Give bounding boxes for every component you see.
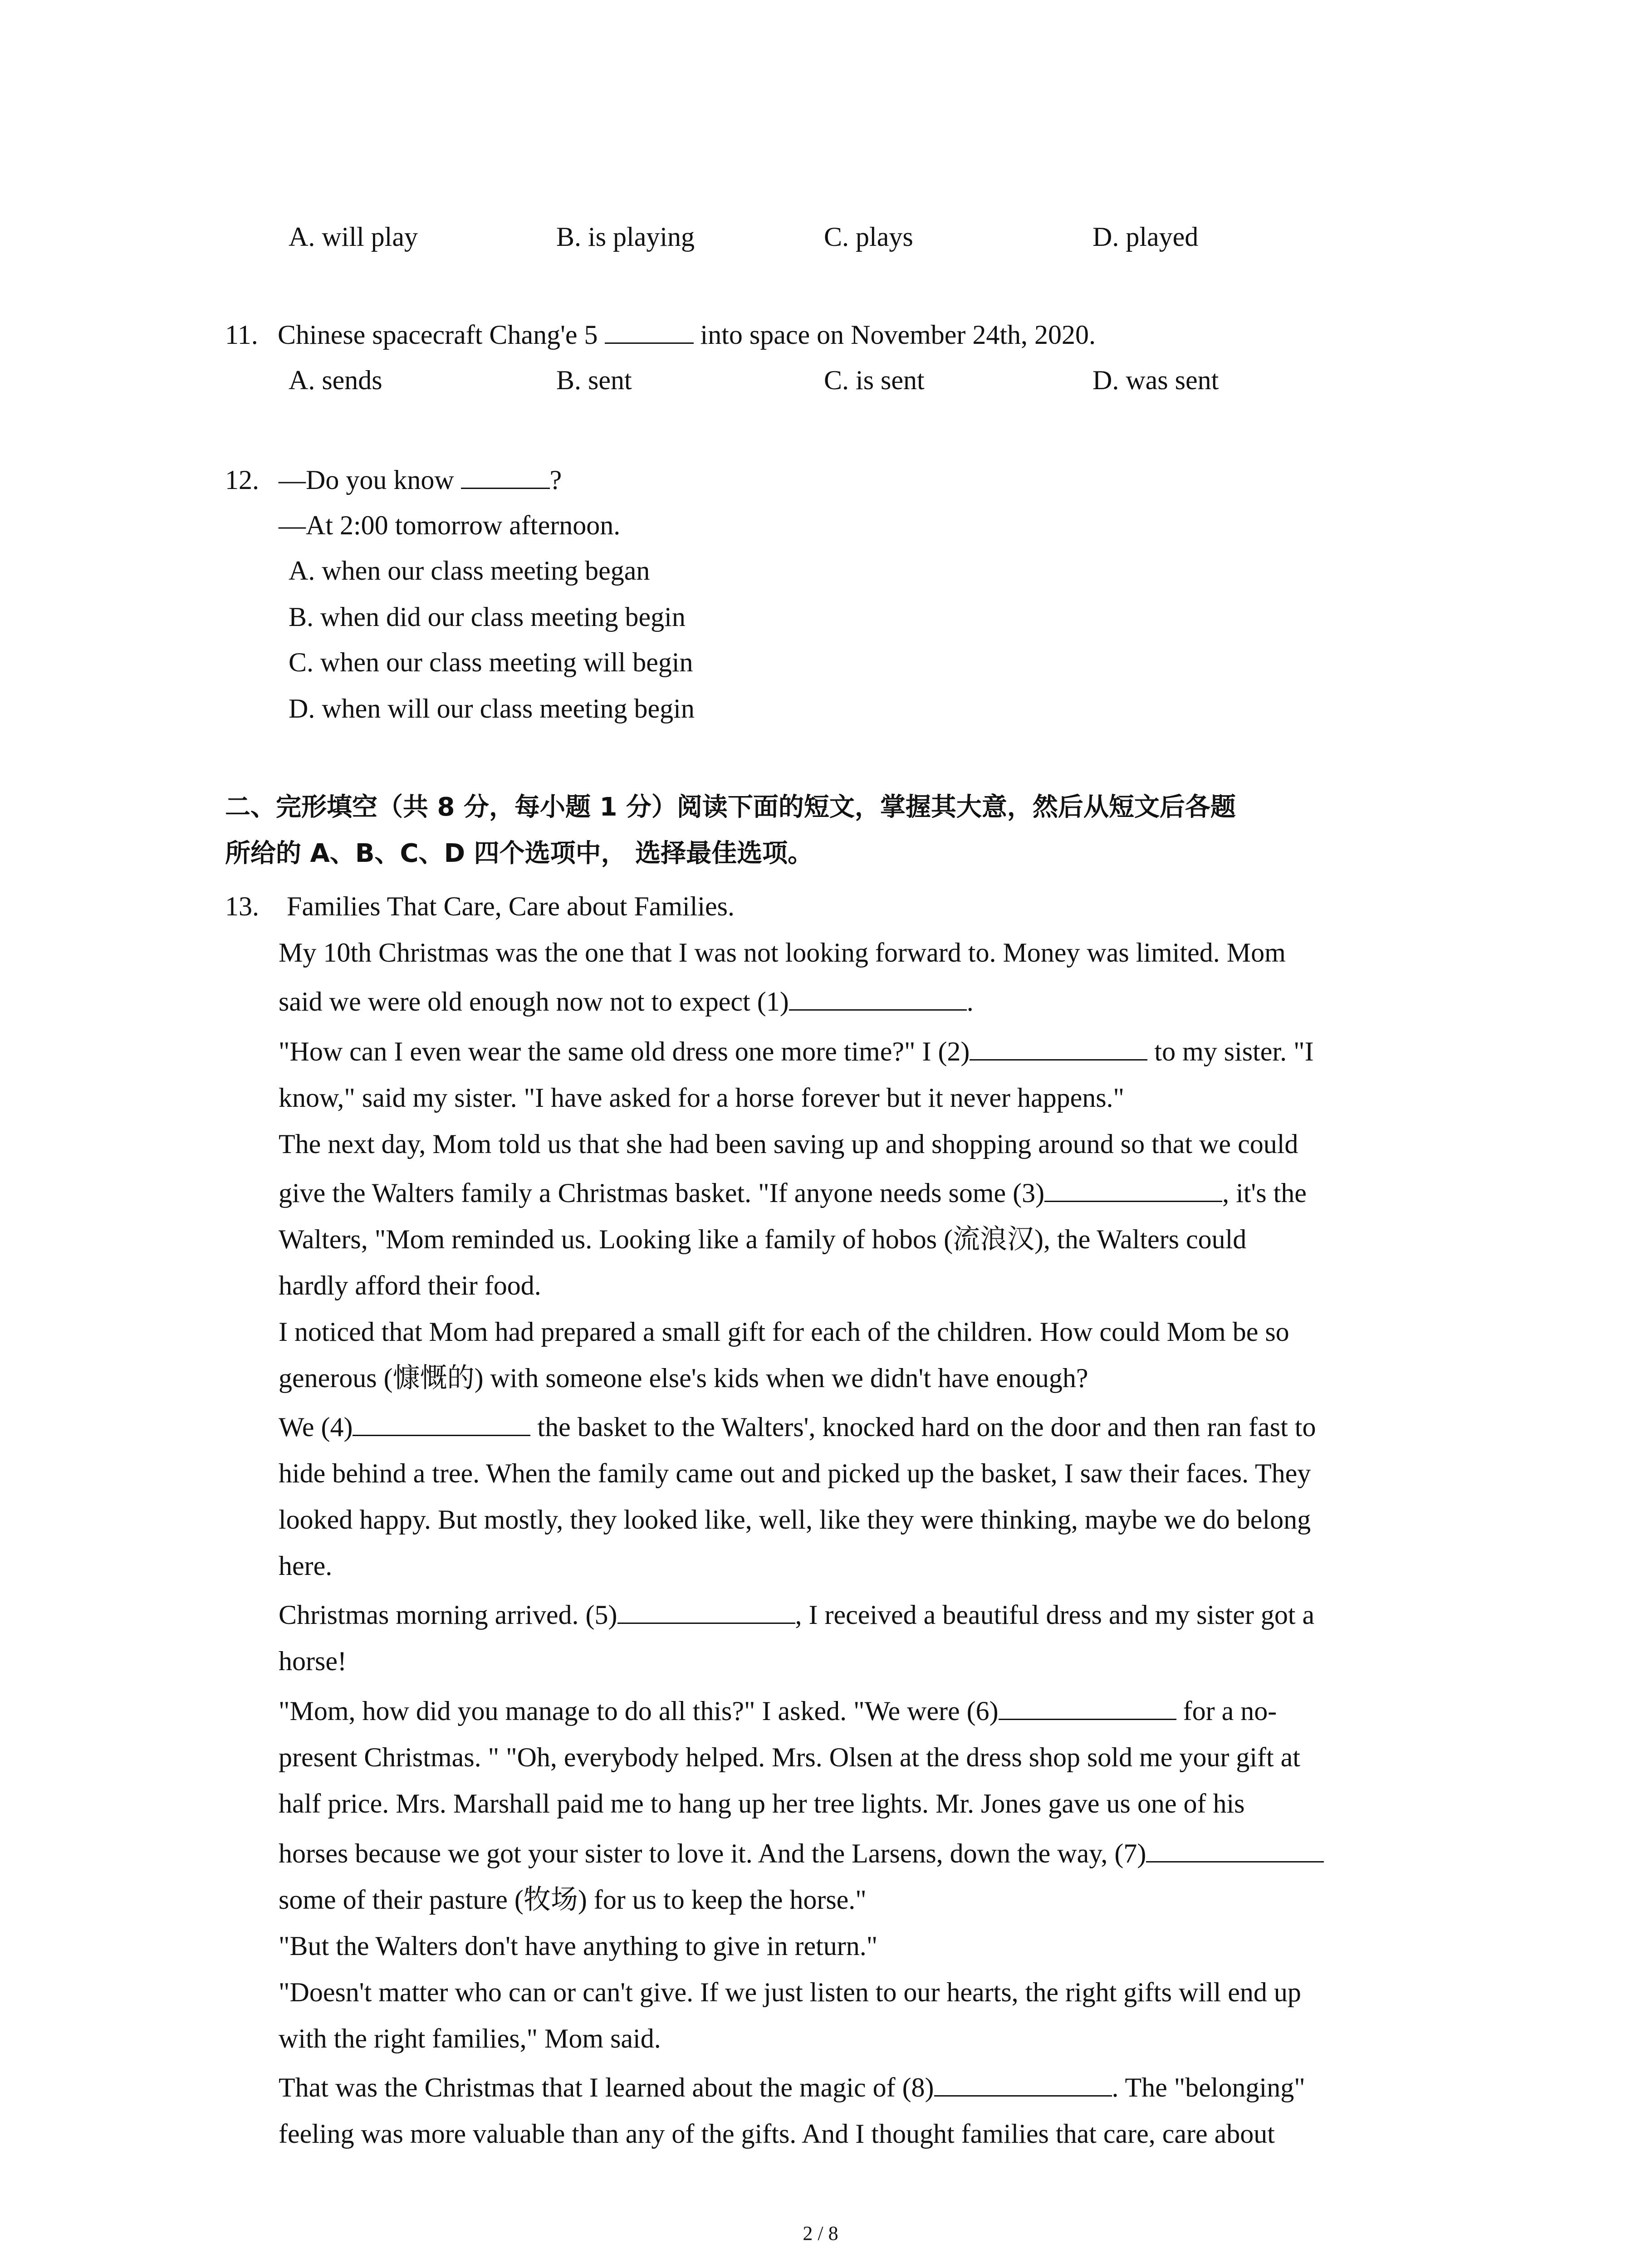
q11-stem-before: Chinese spacecraft Chang'e 5 <box>278 320 598 350</box>
passage-line <box>279 1411 1316 1443</box>
passage-line <box>279 2071 1305 2104</box>
passage-line <box>279 1837 1324 1870</box>
passage-text: "Mom, how did you manage to do all this?" I asked. "We were (6) <box>279 1696 999 1726</box>
q11-option-c: C. is sent <box>824 365 925 395</box>
passage-text: We (4) <box>279 1412 353 1442</box>
passage-text: to my sister. "I <box>1147 1036 1314 1066</box>
blank-6 <box>999 1695 1176 1720</box>
passage-text: . <box>966 987 974 1017</box>
passage-line: here. <box>279 1551 333 1581</box>
q11-option-b: B. sent <box>556 365 632 395</box>
section2-heading-line1: 二、完形填空（共 8 分，每小题 1 分）阅读下面的短文，掌握其大意，然后从短文后各题 <box>225 792 1236 822</box>
passage-line <box>279 1035 1314 1068</box>
passage-text: Christmas morning arrived. (5) <box>279 1600 617 1630</box>
passage-text: , I received a beautiful dress and my sister got a <box>795 1600 1315 1630</box>
q10-option-b: B. is playing <box>556 222 695 252</box>
blank-7 <box>1146 1838 1324 1862</box>
q12-option-d: D. when will our class meeting begin <box>289 694 695 723</box>
q12-line1 <box>279 464 562 496</box>
passage-text: horses because we got your sister to love it. And the Larsens, down the way, (7) <box>279 1838 1146 1868</box>
passage-line: hide behind a tree. When the family came out and picked up the basket, I saw their faces. They <box>279 1458 1311 1488</box>
blank-4 <box>353 1411 530 1436</box>
q13-number: 13. <box>225 891 259 921</box>
passage-line <box>279 1598 1314 1631</box>
passage-text: said we were old enough now not to expect (1) <box>279 987 789 1017</box>
passage-text: "How can I even wear the same old dress one more time?" I (2) <box>279 1036 970 1066</box>
passage-line: with the right families," Mom said. <box>279 2024 661 2053</box>
passage-line: know," said my sister. "I have asked for a horse forever but it never happens." <box>279 1083 1125 1113</box>
q11-option-a: A. sends <box>289 365 382 395</box>
passage-line: looked happy. But mostly, they looked like, well, like they were thinking, maybe we do belong <box>279 1505 1311 1535</box>
page-number: 2 / 8 <box>803 2222 838 2244</box>
q13-title: Families That Care, Care about Families. <box>287 891 735 921</box>
passage-text: , it's the <box>1222 1178 1307 1208</box>
passage-line: some of their pasture (牧场) for us to keep the horse." <box>279 1885 867 1915</box>
blank-8 <box>934 2072 1112 2097</box>
q12-line2: —At 2:00 tomorrow afternoon. <box>279 510 621 540</box>
passage-line: Walters, "Mom reminded us. Looking like a family of hobos (流浪汉), the Walters could <box>279 1224 1247 1254</box>
passage-text: . The "belonging" <box>1112 2072 1305 2102</box>
q10-option-a: A. will play <box>289 222 418 252</box>
passage-line: I noticed that Mom had prepared a small gift for each of the children. How could Mom be so <box>279 1317 1289 1347</box>
passage-line: hardly afford their food. <box>279 1271 541 1300</box>
passage-line <box>279 1177 1307 1209</box>
passage-line: "But the Walters don't have anything to give in return." <box>279 1931 878 1961</box>
blank-1 <box>789 986 967 1011</box>
q12-line1-after: ? <box>549 465 562 495</box>
q10-option-d: D. played <box>1092 222 1199 252</box>
passage-line: present Christmas. " "Oh, everybody helped. Mrs. Olsen at the dress shop sold me your gift at <box>279 1742 1300 1772</box>
q10-option-c: C. plays <box>824 222 913 252</box>
q12-number: 12. <box>225 465 259 495</box>
passage-line: The next day, Mom told us that she had been saving up and shopping around so that we could <box>279 1129 1298 1159</box>
q12-blank <box>461 464 550 489</box>
passage-line: half price. Mrs. Marshall paid me to hang up her tree lights. Mr. Jones gave us one of his <box>279 1789 1245 1818</box>
section2-heading-line2: 所给的 A、B、C、D 四个选项中， 选择最佳选项。 <box>225 839 813 868</box>
passage-line: My 10th Christmas was the one that I was not looking forward to. Money was limited. Mom <box>279 938 1286 968</box>
blank-3 <box>1044 1177 1222 1202</box>
q11-stem <box>278 318 1096 351</box>
q11-number: 11. <box>225 320 258 350</box>
q12-option-a: A. when our class meeting began <box>289 556 650 586</box>
passage-text: the basket to the Walters', knocked hard on the door and then ran fast to <box>530 1412 1316 1442</box>
q11-option-d: D. was sent <box>1092 365 1219 395</box>
blank-5 <box>617 1599 795 1624</box>
passage-line <box>279 985 974 1018</box>
blank-2 <box>970 1036 1147 1061</box>
passage-line: "Doesn't matter who can or can't give. If we just listen to our hearts, the right gifts will end up <box>279 1977 1301 2007</box>
passage-line: horse! <box>279 1646 347 1676</box>
passage-text: give the Walters family a Christmas basket. "If anyone needs some (3) <box>279 1178 1045 1208</box>
q11-stem-after: into space on November 24th, 2020. <box>700 320 1096 350</box>
passage-line: feeling was more valuable than any of the gifts. And I thought families that care, care about <box>279 2119 1275 2149</box>
passage-line <box>279 1695 1277 1727</box>
q11-blank <box>605 319 694 344</box>
q12-option-c: C. when our class meeting will begin <box>289 647 693 677</box>
passage-line: generous (慷慨的) with someone else's kids when we didn't have enough? <box>279 1363 1088 1393</box>
passage-text: That was the Christmas that I learned about the magic of (8) <box>279 2072 934 2102</box>
q12-line1-before: —Do you know <box>279 465 454 495</box>
passage-text: for a no- <box>1176 1696 1277 1726</box>
q12-option-b: B. when did our class meeting begin <box>289 602 686 632</box>
